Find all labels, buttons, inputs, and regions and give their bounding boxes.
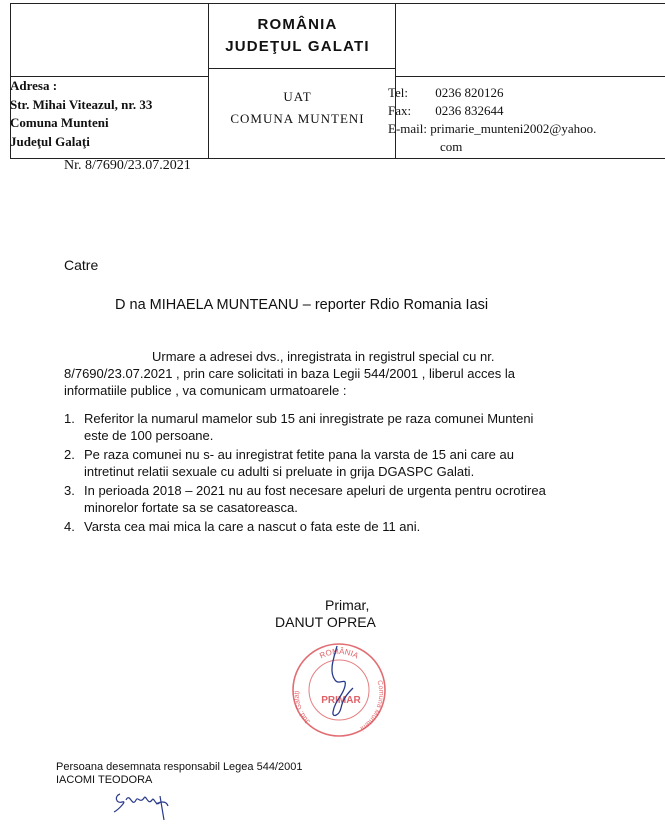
stamp-left-text: Jud. Galaţi: [293, 690, 312, 725]
salutation: Catre: [64, 257, 99, 273]
intro-line-2: 8/7690/23.07.2021 , prin care solicitati in baza Legii 544/2001 , liberul acces la: [64, 366, 515, 381]
address-block: [10, 77, 152, 151]
svg-text:Comuna Munteni: [358, 680, 384, 732]
intro-paragraph: [64, 348, 604, 399]
item-text: Varsta cea mai mica la care a nascut o fata este de 11 ani.: [84, 519, 421, 534]
handwritten-signature-icon: [110, 782, 174, 822]
intro-line-1: Urmare a adresei dvs., inregistrata in registrul special cu nr.: [152, 349, 495, 364]
tel-label: Tel:: [388, 85, 409, 100]
item-number: 1.: [64, 411, 75, 426]
item-text-cont: este de 100 persoane.: [84, 427, 214, 443]
stamp-right-text: Comuna Munteni: [358, 679, 385, 732]
contact-block: [388, 84, 596, 156]
responsible-person-name: IACOMI TEODORA: [56, 774, 153, 786]
list-item: [64, 447, 624, 480]
tel-value: 0236 820126: [435, 85, 504, 100]
email-value-cont: com: [440, 139, 463, 154]
item-text-cont: intretinut relatii sexuale cu adulti si preluate in grija DGASPC Galati.: [84, 463, 475, 479]
email-value: primarie_munteni2002@yahoo.: [430, 121, 597, 136]
item-text-cont: minorelor fortate sa se casatoreasca.: [84, 499, 298, 515]
item-number: 3.: [64, 483, 75, 498]
intro-line-3: informatiile publice , va comunicam urmatoarele :: [64, 383, 347, 398]
email-label: E-mail:: [388, 121, 427, 136]
svg-text:ROMÂNIA: [318, 647, 360, 661]
stamp-top-text: ROMÂNIA: [318, 646, 360, 661]
commune-name: COMUNA MUNTENI: [230, 111, 365, 126]
county-name: JUDEŢUL GALATI: [225, 38, 370, 55]
fax-label: Fax:: [388, 103, 412, 118]
registration-number: Nr. 8/7690/23.07.2021: [64, 158, 191, 173]
address-commune: Comuna Munteni: [10, 115, 109, 130]
list-item: [64, 483, 624, 516]
signatory-name: DANUT OPREA: [275, 614, 376, 630]
stamp-center-text: PRIMAR: [321, 695, 361, 706]
official-stamp: [289, 640, 389, 740]
item-number: 4.: [64, 519, 75, 534]
header-title: [200, 14, 395, 58]
item-text: Referitor la numarul mamelor sub 15 ani inregistrate pe raza comunei Munteni: [84, 411, 534, 426]
list-item: [64, 411, 624, 444]
recipient-line: D na MIHAELA MUNTEANU – reporter Rdio Romania Iasi: [115, 297, 489, 313]
signatory-title: Primar,: [325, 597, 370, 613]
response-list: [64, 411, 624, 539]
responsible-person-label: Persoana desemnata responsabil Legea 544/2001: [56, 761, 303, 773]
country-name: ROMÂNIA: [257, 16, 338, 33]
fax-value: 0236 832644: [435, 103, 504, 118]
item-text: Pe raza comunei nu s- au inregistrat fetite pana la varsta de 15 ani care au: [84, 447, 514, 462]
list-item: [64, 519, 624, 536]
uat-label: UAT: [283, 89, 312, 104]
address-street: Str. Mihai Viteazul, nr. 33: [10, 96, 153, 112]
address-label: Adresa :: [10, 78, 58, 93]
header-institution: [200, 86, 395, 130]
item-text: In perioada 2018 – 2021 nu au fost necesare apeluri de urgenta pentru ocrotirea: [84, 483, 546, 498]
address-county: Judeţul Galaţi: [10, 133, 90, 149]
item-number: 2.: [64, 447, 75, 462]
